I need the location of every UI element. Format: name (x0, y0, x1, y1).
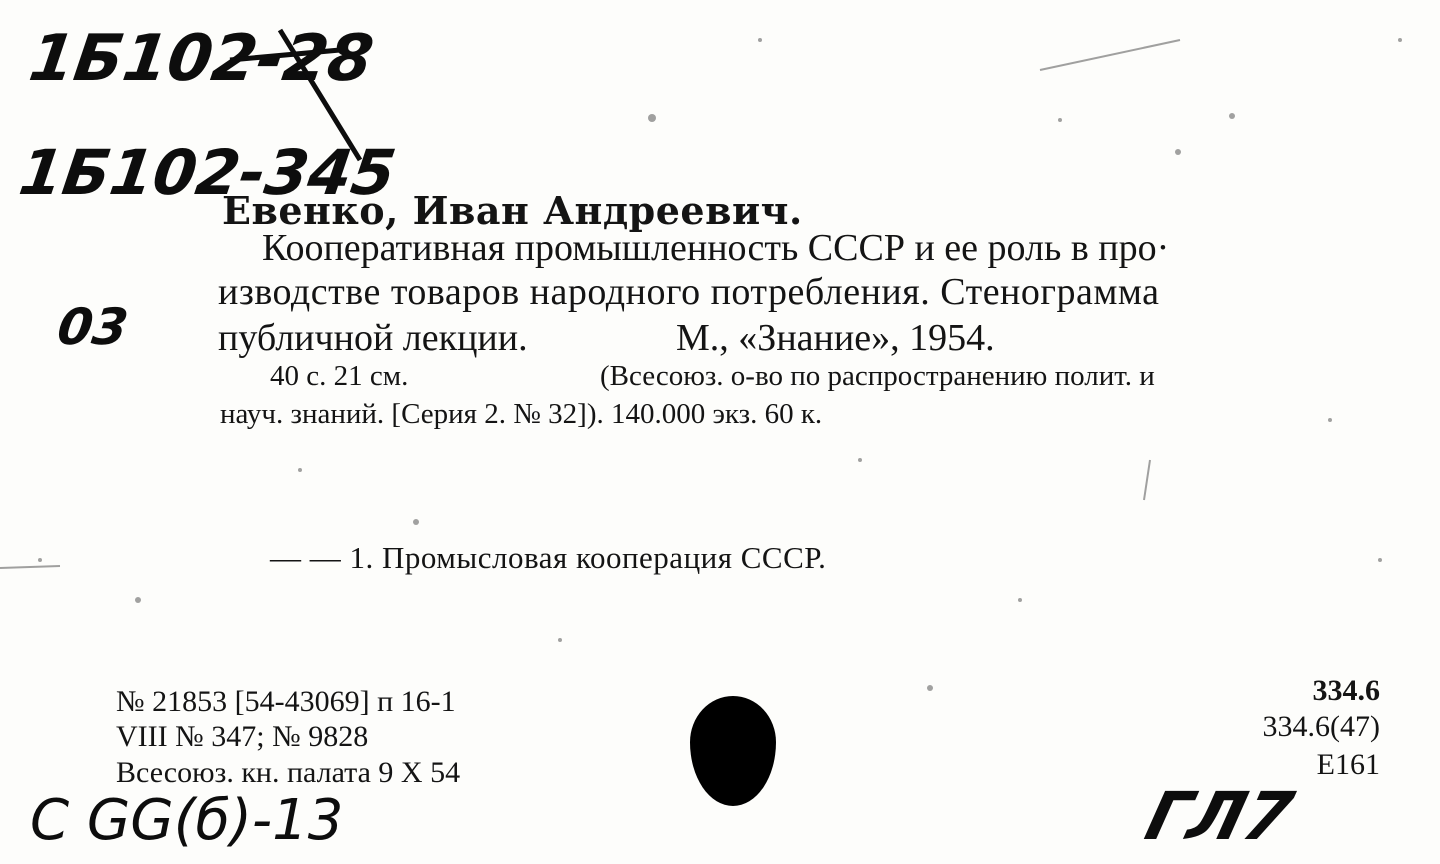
title-line-1: Кооперативная промышленность СССР и ее роль в про· (262, 227, 1170, 269)
handwritten-shelf-mark: С GG(б)-13 (30, 788, 344, 853)
handwritten-inventory-mark: ГЛ7 (1138, 778, 1301, 855)
series-note: (Всесоюз. о-во по распространению полит. и (600, 360, 1155, 392)
title-line-3: публичной лекции. (218, 317, 528, 359)
imprint-line-1: № 21853 [54-43069] п 16-1 (116, 685, 456, 718)
classification-number-2: 334.6(47) (1262, 710, 1380, 743)
physical-description: 40 с. 21 см. (270, 360, 409, 392)
imprint-line-3: Всесоюз. кн. палата 9 Х 54 (116, 756, 461, 789)
handwritten-mark-03: 03 (53, 298, 132, 356)
handwritten-strikeout (220, 20, 380, 170)
handwritten-accession-second: 1Б102-345 (14, 136, 401, 209)
publication-statement: М., «Знание», 1954. (676, 317, 995, 359)
handwritten-accession-top: 1Б102-28 (24, 22, 378, 96)
classification-number-1: 334.6 (1312, 674, 1380, 707)
title-line-2: изводстве товаров народного потребления. Стенограмма (218, 271, 1160, 313)
series-note-continued: науч. знаний. [Серия 2. № 32]). 140.000 экз. 60 к. (220, 398, 823, 430)
author-mark: Е161 (1316, 748, 1380, 781)
subject-heading: — — 1. Промысловая кооперация СССР. (270, 540, 827, 575)
author-heading: Евенко, Иван Андреевич. (222, 188, 803, 233)
imprint-line-2: VIII № 347; № 9828 (116, 720, 369, 753)
